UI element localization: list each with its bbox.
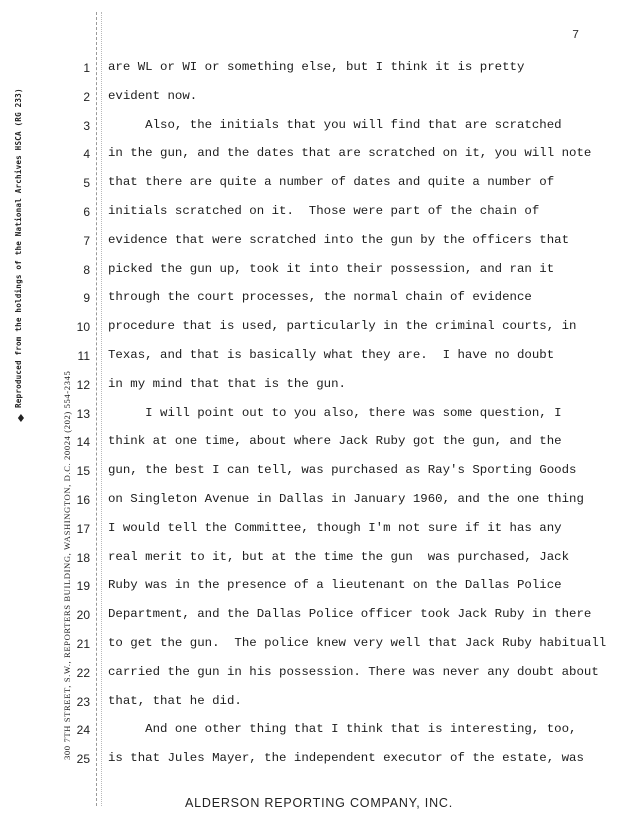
transcript-line: And one other thing that I think that is interesting, too, (108, 722, 577, 737)
line-number: 4 (83, 147, 90, 162)
line-number: 20 (76, 608, 90, 623)
archive-margin-note: Reproduced from the holdings of the National Archives HSCA (RG 233) (14, 88, 23, 408)
transcript-line: through the court processes, the normal chain of evidence (108, 290, 532, 305)
transcript-line: procedure that is used, particularly in the criminal courts, in (108, 319, 577, 334)
line-number: 14 (76, 435, 90, 450)
line-number: 11 (77, 349, 90, 363)
margin-rule-left (96, 12, 97, 806)
transcript-line: gun, the best I can tell, was purchased as Ray's Sporting Goods (108, 463, 577, 478)
transcript-line: think at one time, about where Jack Ruby got the gun, and the (108, 434, 562, 449)
line-number: 15 (76, 464, 90, 479)
line-number: 5 (83, 176, 90, 191)
seal-icon: ♦ (16, 412, 26, 425)
line-number: 6 (83, 205, 90, 219)
transcript-line: are WL or WI or something else, but I think it is pretty (108, 60, 525, 74)
line-number: 8 (83, 262, 90, 277)
transcript-line: real merit to it, but at the time the gun was purchased, Jack (108, 549, 570, 564)
transcript-line: Texas, and that is basically what they are. I have no doubt (108, 348, 555, 362)
line-number: 13 (76, 406, 90, 421)
reporter-address-note: 300 7TH STREET, S.W., REPORTERS BUILDING, WASHINGTON, D.C. 20024 (202) 554-2345 (62, 370, 72, 760)
transcript-line: Ruby was in the presence of a lieutenant on the Dallas Police (108, 578, 562, 593)
line-number: 24 (76, 723, 90, 738)
transcript-line: initials scratched on it. Those were part of the chain of (108, 204, 540, 218)
transcript-line: evidence that were scratched into the gun by the officers that (108, 232, 570, 247)
transcript-line: in my mind that that is the gun. (108, 376, 346, 391)
line-number: 18 (76, 550, 90, 565)
line-number: 19 (76, 579, 90, 594)
transcript-line: is that Jules Mayer, the independent executor of the estate, was (108, 751, 584, 766)
line-number: 17 (76, 521, 90, 536)
line-number: 12 (76, 377, 90, 392)
margin-rule-right (101, 12, 102, 806)
transcript-line: that, that he did. (108, 693, 242, 708)
transcript-line: evident now. (108, 88, 198, 103)
page-number: 7 (572, 28, 580, 42)
line-number: 3 (83, 118, 90, 133)
transcript-line: to get the gun. The police knew very well that Jack Ruby habituall (108, 636, 607, 650)
line-number: 7 (83, 233, 90, 248)
line-number: 1 (83, 61, 90, 75)
transcript-line: Also, the initials that you will find that are scratched (108, 117, 562, 132)
line-number: 23 (76, 694, 90, 709)
transcript-line: that there are quite a number of dates and quite a number of (108, 175, 555, 190)
transcript-line: I will point out to you also, there was some question, I (108, 405, 562, 420)
line-number: 22 (76, 665, 90, 680)
line-number: 2 (83, 89, 90, 104)
line-number: 10 (76, 320, 90, 335)
transcript-line: Department, and the Dallas Police officer took Jack Ruby in there (108, 607, 592, 622)
line-number: 25 (76, 752, 90, 767)
transcript-line: carried the gun in his possession. There was never any doubt about (108, 664, 599, 679)
line-number: 21 (76, 637, 90, 651)
line-number: 16 (76, 493, 90, 507)
transcript-line: I would tell the Committee, though I'm not sure if it has any (108, 520, 562, 535)
transcript-line: on Singleton Avenue in Dallas in January 1960, and the one thing (108, 492, 584, 506)
line-number: 9 (83, 291, 90, 306)
transcript-line: picked the gun up, took it into their possession, and ran it (108, 261, 555, 276)
footer-company-name: ALDERSON REPORTING COMPANY, INC. (184, 796, 453, 810)
transcript-line: in the gun, and the dates that are scratched on it, you will note (108, 146, 592, 161)
